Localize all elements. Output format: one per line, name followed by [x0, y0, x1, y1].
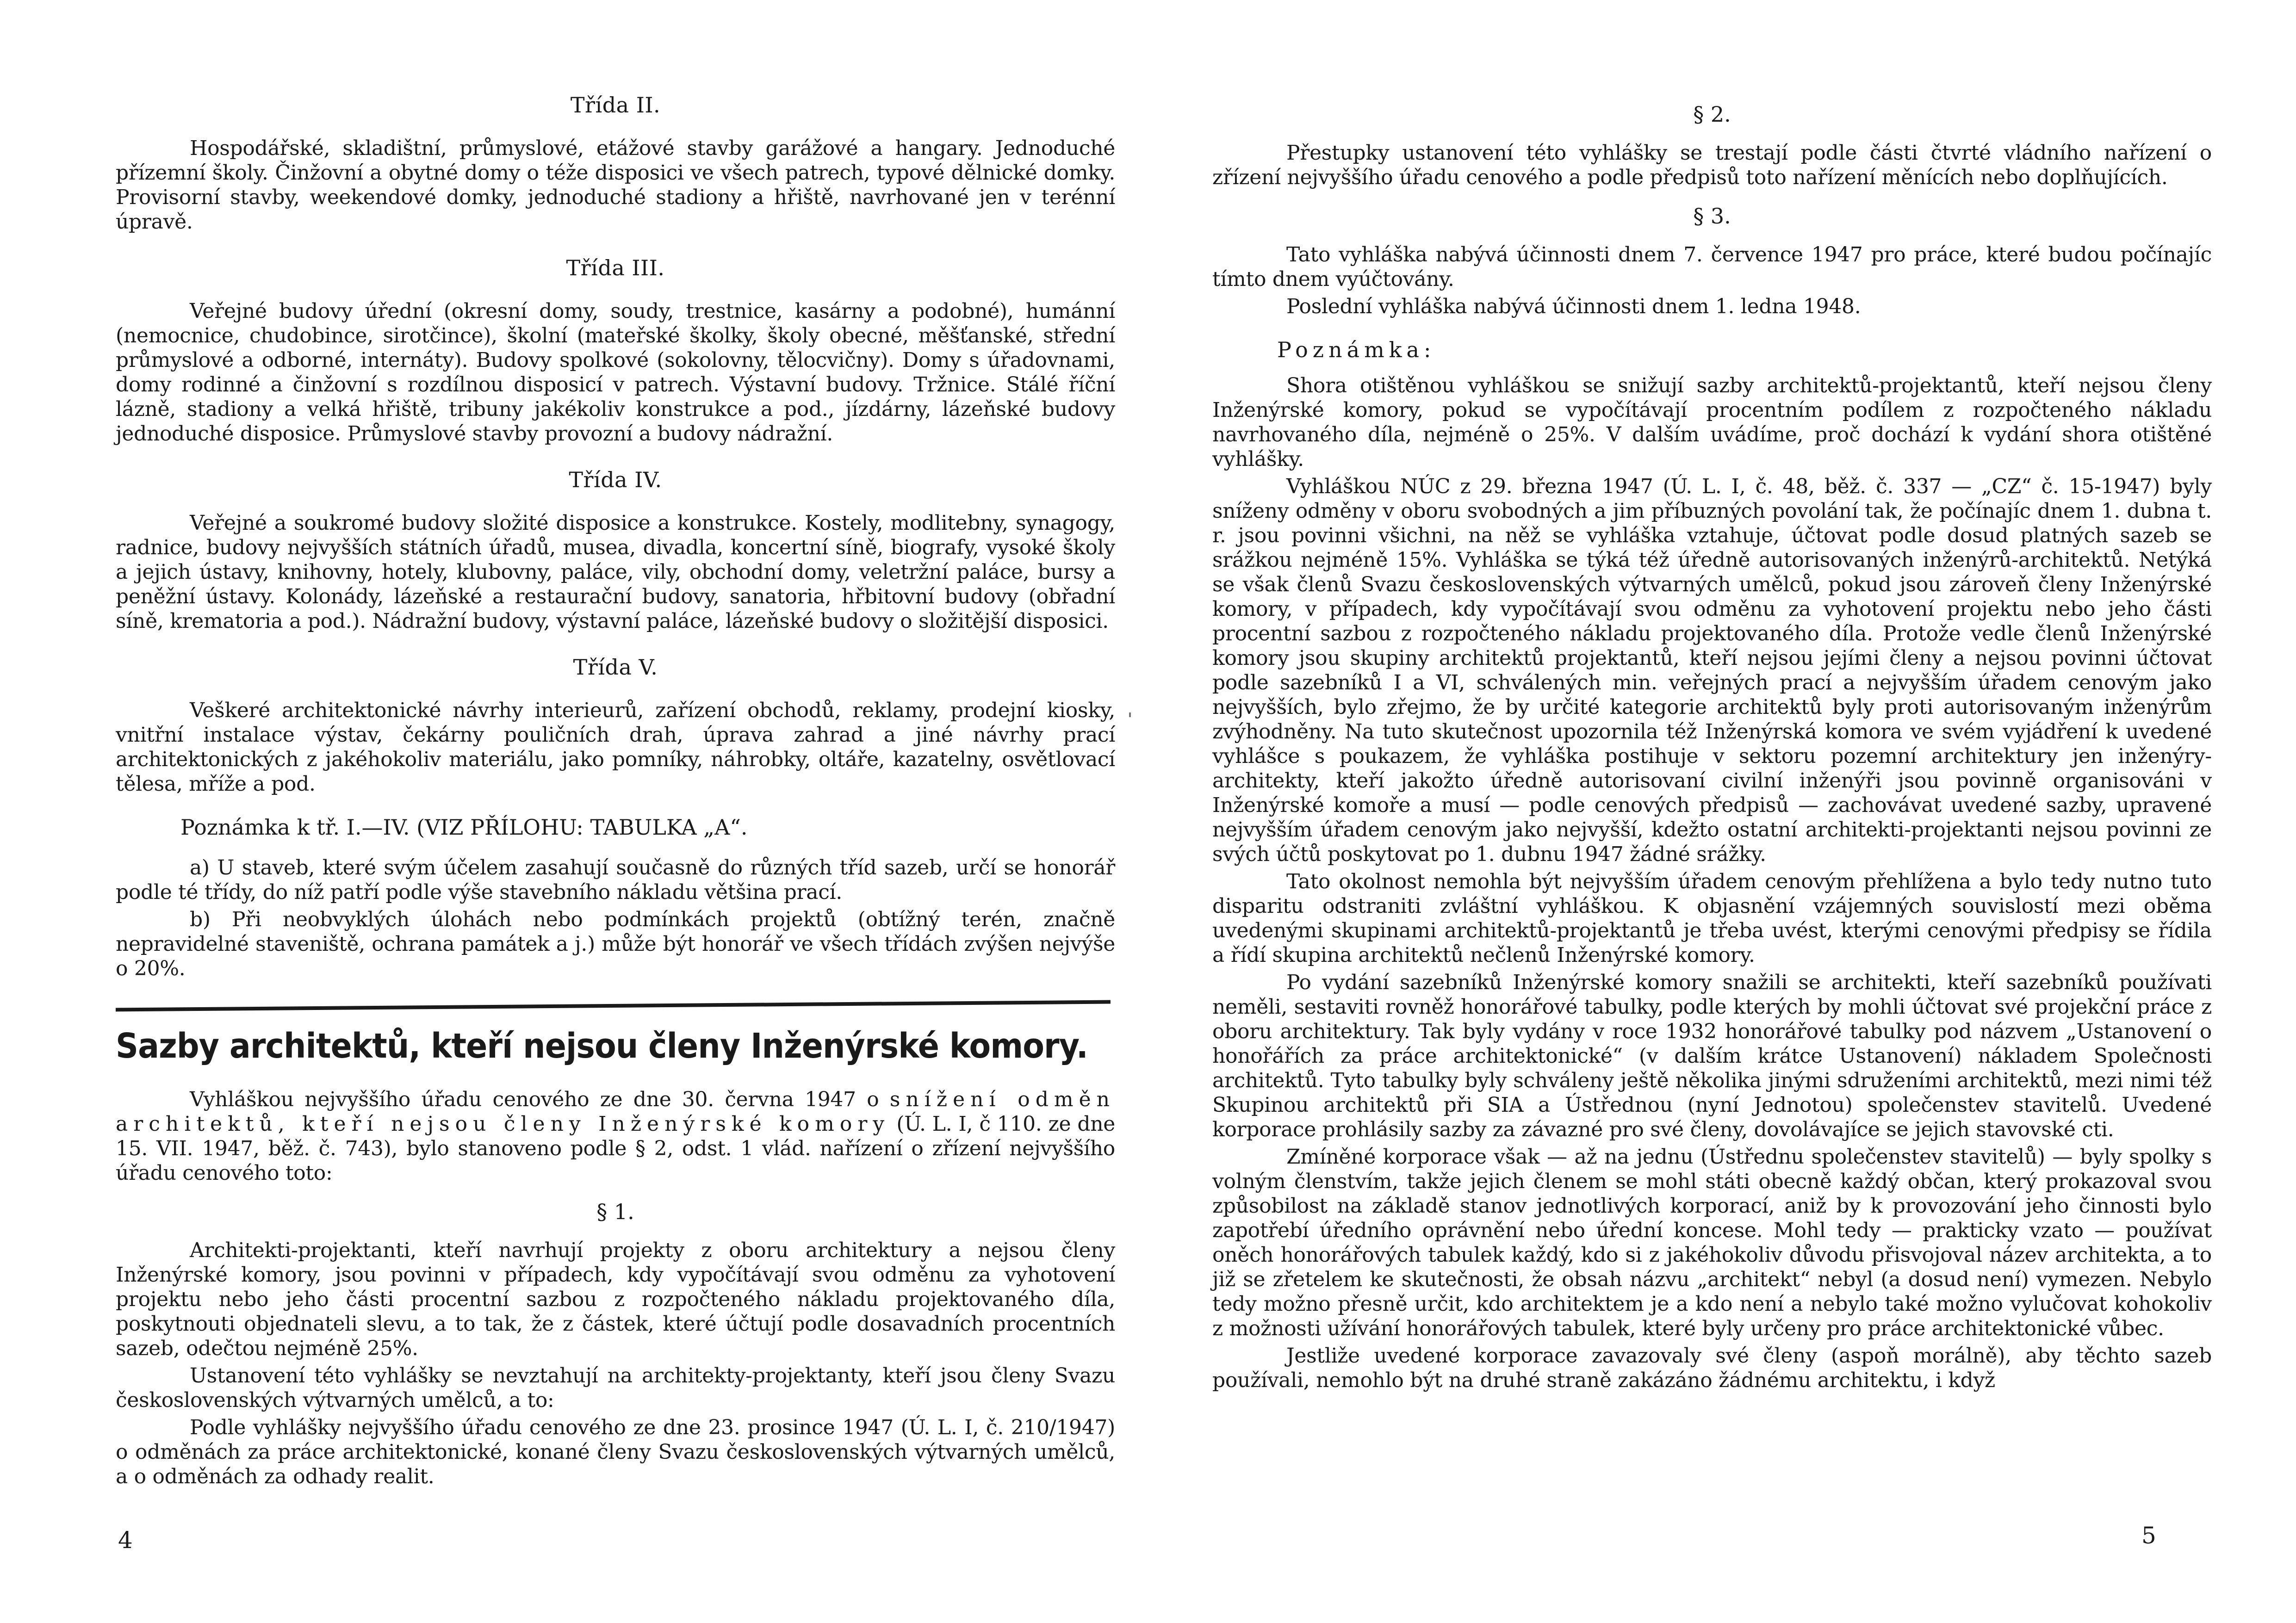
remark-heading: Poznámka:: [1277, 337, 1436, 362]
left-page: [116, 0, 1134, 1623]
note-classes-heading: Poznámka k tř. I.—IV. (VIZ PŘÍLOHU: TABULKA „A“.: [180, 815, 748, 840]
paragraph-3-text-1: Tato vyhláška nabývá účinnosti dnem 7. července 1947 pro práce, které budou počínajíc tímto dnem vyúčtovány.: [1212, 243, 2212, 291]
class-2-heading: Třída II.: [570, 93, 661, 118]
remark-paragraph: Jestliže uvedené korporace zavazovaly své členy (aspoň morálně), aby těchto sazeb používali, nemohlo být na druhé straně zakázáno žádnému architektu, i když: [1212, 1344, 2212, 1392]
right-column: [1212, 102, 2212, 1395]
scan-speck: [1129, 712, 1131, 717]
remark-paragraph: Tato okolnost nemohla být nejvyšším úřadem cenovým přehlížena a bylo tedy nutno tuto disparitu odstraniti zvláštní vyhláškou. K objasnění vzájemných souvislostí mezi oběma uvedenými skupinami architektů-projektantů je třeba uvést, kterými cenovými předpisy se řídila a řídí skupina architektů nečlenů Inženýrské komory.: [1212, 870, 2212, 967]
remark-paragraph: Vyhláškou NÚC z 29. března 1947 (Ú. L. I, č. 48, běž. č. 337 — „CZ“ č. 15-1947) byly sníženy odměny v oboru svobodných a jim příbuzných povolání tak, že počínajíc dnem 1. dubna t. r. jsou povinni všichni, na něž se vyhláška vztahuje, účtovat podle dosud platných sazeb se srážkou nejméně 15%. Vyhláška se týká též úředně autorisovaných inženýrů-architektů. Netýká se však členů Svazu československých výtvarných umělců, pokud jsou zároveň členy Inženýrské komory, v případech, kdy vypočítávají svou odměnu za vyhotovení projektu nebo jeho části procentní sazbou z rozpočteného nákladu projektovaného díla. Protože vedle členů Inženýrské komory jsou skupiny architektů projektantů, kteří nejsou jejími členy a nejsou povinni účtovat podle sazebníků I a VI, schválených min. veřejných prací a nejvyšším úřadem cenovým jako nejvyšších, bylo zřejmo, že by určité kategorie architektů byly proti autorisovaným inženýrům zvýhodněny. Na tuto skutečnost upozornila též Inženýrská komora ve svém vyjádření k uvedené vyhlášce s poukazem, že vyhláška postihuje v sektoru pozemní architektury jen inženýry-architekty, kteří jakožto úředně autorisovaní civilní inženýři jsou povinně organisováni v Inženýrské komoře a musí — podle cenových předpisů — zachovávat uvedené sazby, upravené nejvyšším úřadem cenovým jako nejvyšší, kdežto ostatní architekti-projektanti nejsou povinni ze svých účtů poskytovat po 1. dubnu 1947 žádné srážky.: [1212, 475, 2212, 866]
right-page: [1212, 0, 2230, 1623]
class-3-text: Veřejné budovy úřední (okresní domy, soudy, trestnice, kasárny a podobné), humánní (nemocnice, chudobince, sirotčince), školní (mateřské školky, školy obecné, měšťanské, střední průmyslové a odborné, internáty). Budovy spolkové (sokolovny, tělocvičny). Domy s úřadovnami, domy rodinné a činžovní s rozdílnou disposicí v patrech. Výstavní budovy. Tržnice. Stálé říční lázně, stadiony a velká hřiště, tribuny jakékoliv konstrukce a pod., jízdárny, lázeňské budovy jednoduché disposice. Průmyslové stavby provozní a budovy nádražní.: [116, 299, 1115, 446]
paragraph-1-text-3: Podle vyhlášky nejvyššího úřadu cenového ze dne 23. prosince 1947 (Ú. L. I, č. 210/1947) o odměnách za práce architektonické, konané členy Svazu československých výtvarných umělců, a o odměnách za odhady realit.: [116, 1416, 1115, 1488]
note-item-a: a) U staveb, které svým účelem zasahují současně do různých tříd sazeb, určí se honorář podle té třídy, do níž patří podle výše stavebního nákladu většina prací.: [116, 856, 1115, 904]
section-divider: [116, 1000, 1111, 1012]
page-number-left: 4: [118, 1527, 133, 1554]
paragraph-2-heading: § 2.: [1693, 102, 1731, 127]
note-item-b: b) Při neobvyklých úlohách nebo podmínkách projektů (obtížný terén, značně nepravidelné staveniště, ochrana památek a j.) může být honorář ve všech třídách zvýšen nejvýše o 20%.: [116, 908, 1115, 980]
paragraph-1-text-2: Ustanovení této vyhlášky se nevztahují na architekty-projektanty, kteří jsou členy Svazu československých výtvarných umělců, a to:: [116, 1364, 1115, 1412]
class-4-heading: Třída IV.: [569, 467, 662, 492]
remark-paragraph: Zmíněné korporace však — až na jednu (Ústřednu společenstev stavitelů) — byly spolky s volným členstvím, takže jejich členem se mohl státi obecně každý občan, který prokazoval svou způsobilost na základě stanov jednotlivých korporací, aniž by k provozování jeho činnosti bylo zapotřebí úředního oprávnění nebo úřední koncese. Mohl tedy — prakticky vzato — používat oněch honorářových tabulek každý, kdo si z jakéhokoliv důvodu přisvojoval název architekta, a to již se zřetelem ke skutečnosti, že obsah názvu „architekt“ nebyl (a dosud není) vymezen. Nebylo tedy možno přesně určit, kdo architektem je a kdo není a nebylo také možno vylučovat kohokoliv z možnosti užívání honorářových tabulek, které byly určeny pro práce architektonické vůbec.: [1212, 1145, 2212, 1340]
intro-paragraph: [116, 1087, 1115, 1185]
class-2-text: Hospodářské, skladištní, průmyslové, etážové stavby garážové a hangary. Jednoduché přízemní školy. Činžovní a obytné domy o téže disposici ve všech patrech, typové dělnické domky. Provisorní stavby, weekendové domky, jednoduché stadiony a hřiště, navrhované jen v terénní úpravě.: [116, 136, 1115, 234]
intro-spaced-title: snížení odměn architektů, kteří nejsou členy Inženýrské komory: [116, 1088, 1115, 1136]
intro-after: (Ú. L. I, č 110. ze dne 15. VII. 1947, běž. č. 743), bylo stanoveno podle § 2, odst. 1 vlád. nařízení o zřízení nejvyššího úřadu cenového toto:: [116, 1112, 1115, 1185]
paragraph-1-heading: § 1.: [596, 1199, 634, 1224]
class-5-heading: Třída V.: [573, 655, 658, 680]
remark-paragraph: Po vydání sazebníků Inženýrské komory snažili se architekti, kteří sazebníků používati neměli, sestaviti rovněž honorářové tabulky, podle kterých by mohli účtovat své projekční práce z oboru architektury. Tak byly vydány v roce 1932 honorářové tabulky pod názvem „Ustanovení o honořářích za práce architektonické“ (v dalším krátce Ustanovení) nákladem Společnosti architektů. Tyto tabulky byly schváleny ještě několika jinými sdruženími architektů, mezi nimi též Skupinou architektů při SIA a Ústřednou (nyní Jednotou) společenstev stavitelů. Uvedené korporace prohlásily sazby za závazné pro své členy, dovolávajíce se jejich stavovské cti.: [1212, 971, 2212, 1141]
paragraph-2-text: Přestupky ustanovení této vyhlášky se trestají podle části čtvrté vládního nařízení o zřízení nejvyššího úřadu cenového a podle předpisů toto nařízení měnících nebo doplňujících.: [1212, 141, 2212, 189]
class-4-text: Veřejné a soukromé budovy složité disposice a konstrukce. Kostely, modlitebny, synagogy, radnice, budovy nejvyšších státních úřadů, musea, divadla, koncertní síně, biografy, vysoké školy a jejich ústavy, knihovny, hotely, klubovny, paláce, vily, obchodní domy, veletržní paláce, bursy a peněžní ústavy. Kolonády, lázeňské a restaurační budovy, sanatoria, hřbitovní budovy (obřadní síně, krematoria a pod.). Nádražní budovy, výstavní paláce, lázeňské budovy o složitější disposici.: [116, 511, 1115, 633]
paragraph-3-heading: § 3.: [1693, 204, 1731, 229]
left-column: [116, 93, 1115, 1492]
page-number-right: 5: [2141, 1522, 2156, 1549]
paragraph-3-text-2: Poslední vyhláška nabývá účinnosti dnem 1. ledna 1948.: [1286, 295, 1861, 318]
class-3-heading: Třída III.: [566, 255, 665, 280]
remark-paragraph: Shora otištěnou vyhláškou se snižují sazby architektů-projektantů, kteří nejsou členy Inženýrské komory, pokud se vypočítávají procentním podílem z rozpočteného nákladu navrhovaného díla, nejméně o 25%. V dalším uvádíme, proč dochází k vydání shora otištěné vyhlášky.: [1212, 374, 2212, 471]
paragraph-1-text-1: Architekti-projektanti, kteří navrhují projekty z oboru architektury a nejsou členy Inženýrské komory, jsou povinni v případech, kdy vypočítávají svou odměnu za vyhotovení projektu nebo jeho části procentní sazbou z rozpočteného nákladu projektovaného díla, poskytnouti objednateli slevu, a to tak, že z částek, které účtují podle dosavadních procentních sazeb, odečtou nejméně 25%.: [116, 1239, 1115, 1360]
intro-before: Vyhláškou nejvyššího úřadu cenového ze dne 30. června 1947 o: [190, 1088, 890, 1111]
class-5-text: Veškeré architektonické návrhy interieurů, zařízení obchodů, reklamy, prodejní kiosky, vnitřní instalace výstav, čekárny pouličních drah, úprava zahrad a jiné návrhy prací architektonických z jakéhokoliv materiálu, jako pomníky, náhrobky, oltáře, kazatelny, osvětlovací tělesa, mříže a pod.: [116, 699, 1115, 796]
section-title: Sazby architektů, kteří nejsou členy Inženýrské komory.: [116, 1026, 1088, 1066]
